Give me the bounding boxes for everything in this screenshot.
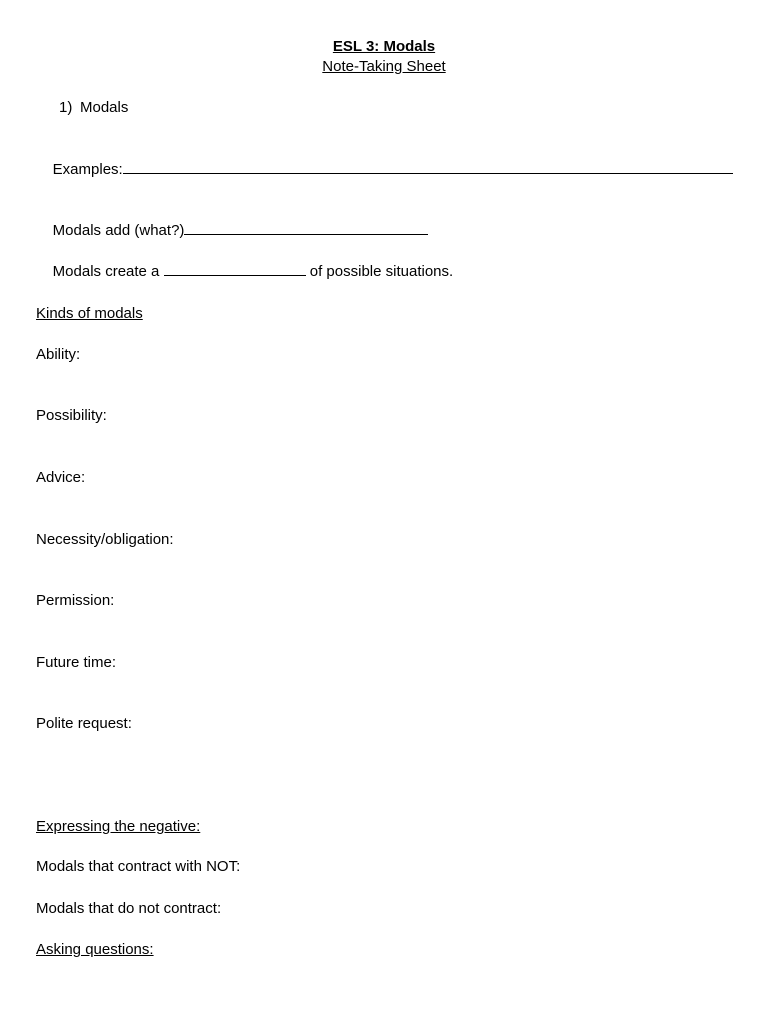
section-number: 1) — [59, 99, 73, 116]
page-subtitle: Note-Taking Sheet — [322, 58, 446, 75]
modals-no-contract-label: Modals that do not contract: — [36, 900, 222, 917]
kind-permission: Permission: — [36, 592, 115, 609]
kind-future-time: Future time: — [36, 654, 117, 671]
modals-contract-label: Modals that contract with NOT: — [36, 858, 241, 875]
page-title: ESL 3: Modals — [332, 38, 436, 55]
kind-ability: Ability: — [36, 346, 81, 363]
kind-necessity-obligation: Necessity/obligation: — [36, 531, 174, 548]
modals-create-blank[interactable] — [164, 261, 306, 276]
section-heading-modals: Modals — [80, 99, 129, 116]
asking-questions-heading: Asking questions: — [36, 941, 154, 958]
kind-advice: Advice: — [36, 469, 86, 486]
examples-label: Examples: — [52, 161, 123, 178]
modals-add-label: Modals add (what?) — [52, 222, 185, 239]
modals-add-blank[interactable] — [184, 220, 428, 235]
kind-possibility: Possibility: — [36, 407, 107, 424]
modals-create-row — [36, 243, 453, 299]
expressing-negative-heading: Expressing the negative: — [36, 818, 201, 835]
examples-row — [36, 141, 733, 197]
modals-create-suffix: of possible situations. — [309, 263, 454, 280]
kind-polite-request: Polite request: — [36, 715, 132, 732]
modals-create-prefix: Modals create a — [52, 263, 160, 280]
kinds-of-modals-heading: Kinds of modals — [36, 305, 143, 322]
examples-blank[interactable] — [123, 159, 733, 174]
